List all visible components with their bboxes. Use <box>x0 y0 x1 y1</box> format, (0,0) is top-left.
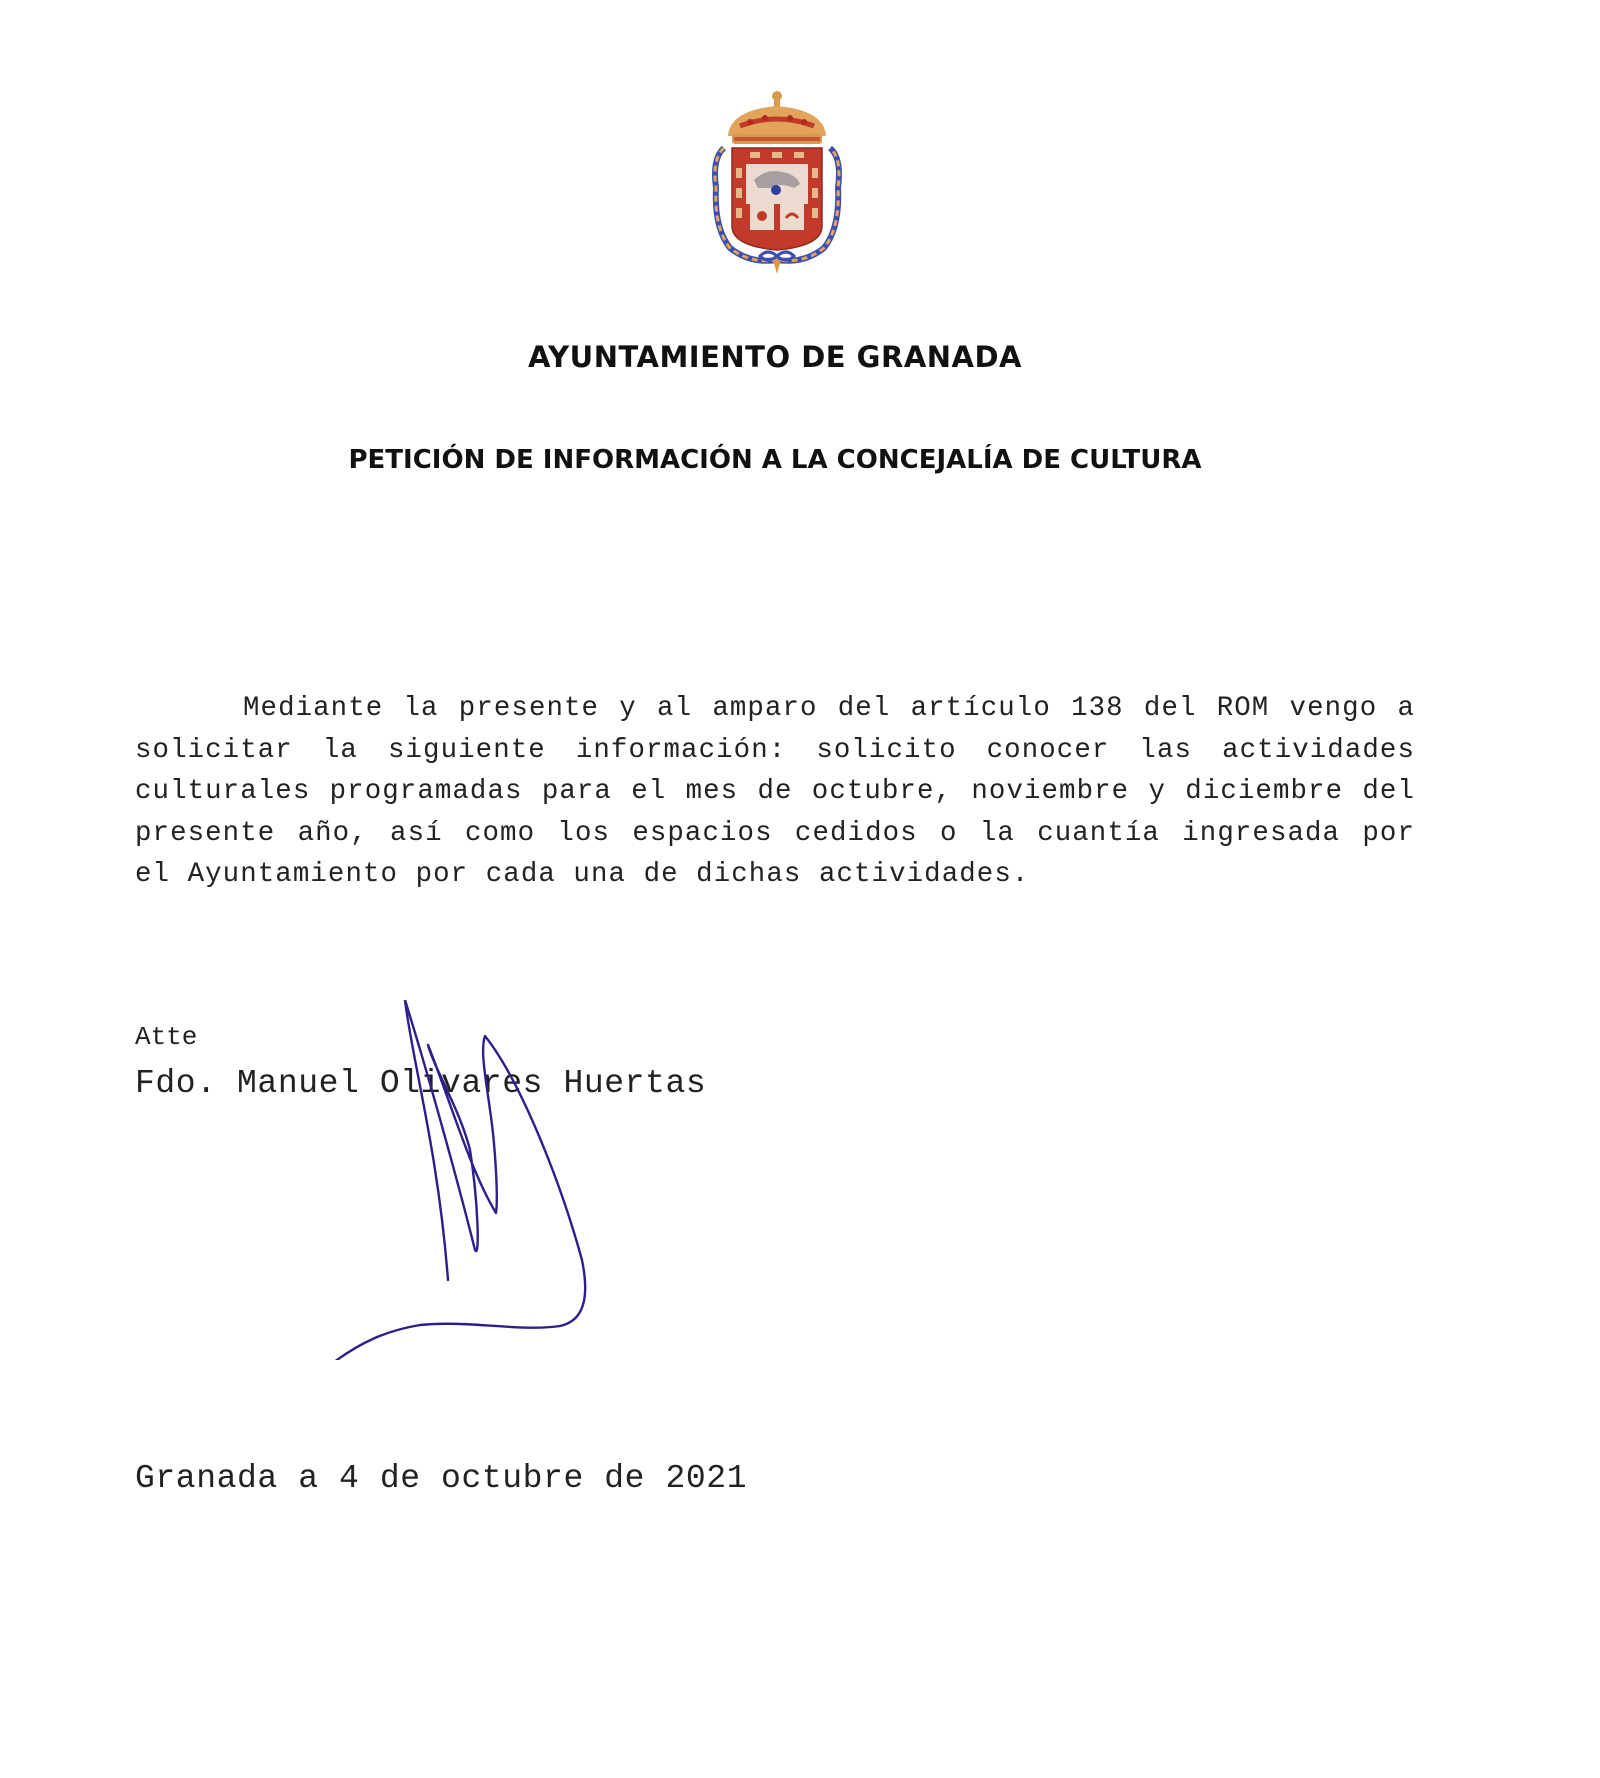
handwritten-signature-icon <box>320 1000 640 1360</box>
document-subject: PETICIÓN DE INFORMACIÓN A LA CONCEJALÍA DE CULTURA <box>348 445 1202 475</box>
request-paragraph-text: Mediante la presente y al amparo del artículo 138 del ROM vengo a solicitar la siguiente información: solicito conocer las actividades culturales programadas para el mes de octubre, noviembre y diciembre del presente año, así como los espacios cedidos o la cuantía ingresada por el Ayuntamiento por cada una de dichas actividades. <box>135 693 1415 890</box>
signer-name: Fdo. Manuel Olivares Huertas <box>135 1065 707 1102</box>
coat-of-arms-icon <box>710 88 845 276</box>
organization-title: AYUNTAMIENTO DE GRANADA <box>527 340 1022 374</box>
place-and-date: Granada a 4 de octubre de 2021 <box>135 1460 748 1497</box>
request-paragraph <box>135 688 1415 896</box>
closing-salutation: Atte <box>135 1022 198 1052</box>
